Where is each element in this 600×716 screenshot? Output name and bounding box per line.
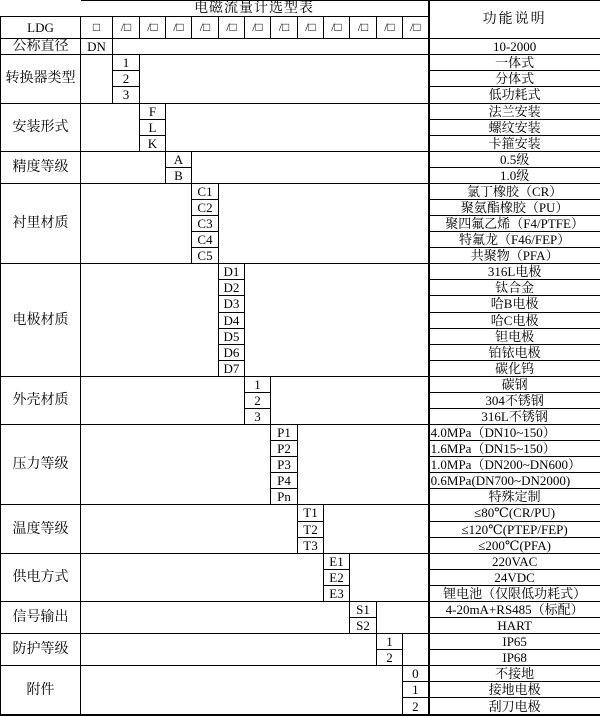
spacer-cell <box>81 634 377 666</box>
description-cell: 钛合金 <box>429 280 600 296</box>
option-code-cell: C3 <box>192 216 219 232</box>
description-cell: 钽电极 <box>429 328 600 344</box>
model-size-slot: □ <box>81 17 113 39</box>
option-code-cell: DN <box>81 39 113 55</box>
table-row <box>1 39 600 55</box>
model-prefix: LDG <box>1 17 81 39</box>
description-cell: 碳钢 <box>429 376 600 392</box>
option-code-cell: 1 <box>113 55 140 71</box>
option-code-cell: E2 <box>324 569 350 585</box>
description-cell: 4-20mA+RS485（标配） <box>429 601 600 617</box>
description-cell: IP68 <box>429 650 600 666</box>
model-option-slot: /□ <box>271 17 298 39</box>
spacer-cell <box>324 505 429 553</box>
description-cell: 聚四氟乙烯（F4/PTFE） <box>429 216 600 232</box>
description-cell: 316L不锈钢 <box>429 408 600 424</box>
function-column-header: 功能说明 <box>429 1 600 39</box>
spacer-cell <box>403 634 429 666</box>
option-code-cell: C4 <box>192 232 219 248</box>
description-cell: 聚氨酯橡胶（PU） <box>429 199 600 215</box>
spacer-cell <box>377 601 429 633</box>
option-code-cell: S2 <box>350 618 377 634</box>
description-cell: 哈C电极 <box>429 312 600 328</box>
option-code-cell: 3 <box>113 87 140 103</box>
description-cell: 低功耗式 <box>429 87 600 103</box>
description-cell: 1.0MPa（DN200~DN600） <box>429 457 600 473</box>
spacer-cell <box>166 103 429 151</box>
option-code-cell: 2 <box>245 392 271 408</box>
model-option-slot: /□ <box>192 17 219 39</box>
option-code-cell: D2 <box>219 280 245 296</box>
description-cell: 4.0MPa（DN10~150） <box>429 425 600 441</box>
description-cell: 304不锈钢 <box>429 392 600 408</box>
option-code-cell: 1 <box>245 376 271 392</box>
option-code-cell: T2 <box>298 521 324 537</box>
category-label: 衬里材质 <box>1 183 81 263</box>
option-code-cell: B <box>166 167 192 183</box>
option-code-cell: D7 <box>219 360 245 376</box>
spacer-cell <box>350 553 429 601</box>
option-code-cell: D3 <box>219 296 245 312</box>
spacer-cell <box>81 264 219 377</box>
table-row <box>1 55 600 71</box>
option-code-cell: Pn <box>271 489 298 505</box>
option-code-cell: P3 <box>271 457 298 473</box>
option-code-cell: C5 <box>192 248 219 264</box>
option-code-cell: 2 <box>403 698 429 715</box>
description-cell: 10-2000 <box>429 39 600 55</box>
model-option-slot: /□ <box>403 17 429 39</box>
option-code-cell: T3 <box>298 537 324 553</box>
spacer-cell <box>140 55 429 103</box>
description-cell: 特氟龙（F46/FEP） <box>429 232 600 248</box>
table-row <box>1 376 600 392</box>
description-cell: 铂铱电极 <box>429 344 600 360</box>
description-cell: IP65 <box>429 634 600 650</box>
table-row <box>1 634 600 650</box>
spacer-cell <box>81 183 192 263</box>
option-code-cell: D5 <box>219 328 245 344</box>
spacer-cell <box>81 103 140 151</box>
category-label: 公称直径 <box>1 39 81 55</box>
option-code-cell: K <box>140 135 166 151</box>
table-row <box>1 103 600 119</box>
description-cell: 哈B电极 <box>429 296 600 312</box>
table-row <box>1 264 600 280</box>
model-option-slot: /□ <box>166 17 192 39</box>
spacer-cell <box>245 264 429 377</box>
header-row <box>1 1 600 17</box>
option-code-cell: P1 <box>271 425 298 441</box>
category-label: 精度等级 <box>1 151 81 183</box>
category-label: 附件 <box>1 666 81 715</box>
table-row <box>1 425 600 441</box>
option-code-cell: P4 <box>271 473 298 489</box>
category-label: 电极材质 <box>1 264 81 377</box>
spacer-cell <box>192 151 429 183</box>
option-code-cell: E3 <box>324 585 350 601</box>
table-row <box>1 666 600 682</box>
category-label: 安装形式 <box>1 103 81 151</box>
spacer-cell <box>298 425 429 505</box>
category-label: 信号输出 <box>1 601 81 633</box>
option-code-cell: L <box>140 119 166 135</box>
model-option-slot: /□ <box>298 17 324 39</box>
category-label: 转换器类型 <box>1 55 81 103</box>
description-cell: 螺纹安装 <box>429 119 600 135</box>
description-cell: 分体式 <box>429 71 600 87</box>
option-code-cell: A <box>166 151 192 167</box>
option-code-cell: 2 <box>377 650 403 666</box>
option-code-cell: 3 <box>245 408 271 424</box>
selection-table-body <box>1 1 600 716</box>
model-option-slot: /□ <box>113 17 140 39</box>
model-option-slot: /□ <box>377 17 403 39</box>
table-row <box>1 505 600 521</box>
description-cell: ≤200℃(PFA) <box>429 537 600 553</box>
description-cell: 1.6MPa（DN15~150） <box>429 441 600 457</box>
category-label: 防护等级 <box>1 634 81 666</box>
option-code-cell: P2 <box>271 441 298 457</box>
option-code-cell: T1 <box>298 505 324 521</box>
spacer-cell <box>81 553 324 601</box>
description-cell: 0.5级 <box>429 151 600 167</box>
description-cell: 锂电池（仅限低功耗式） <box>429 585 600 601</box>
description-cell: 一体式 <box>429 55 600 71</box>
description-cell: 接地电极 <box>429 682 600 698</box>
option-code-cell: E1 <box>324 553 350 569</box>
table-row <box>1 151 600 167</box>
description-cell: 特殊定制 <box>429 489 600 505</box>
spacer-cell <box>271 376 429 424</box>
description-cell: 法兰安装 <box>429 103 600 119</box>
option-code-cell: D4 <box>219 312 245 328</box>
table-row <box>1 553 600 569</box>
description-cell: 共聚物（PFA） <box>429 248 600 264</box>
category-label: 供电方式 <box>1 553 81 601</box>
option-code-cell: C2 <box>192 199 219 215</box>
description-cell: HART <box>429 618 600 634</box>
description-cell: 316L电极 <box>429 264 600 280</box>
spacer-cell <box>81 425 271 505</box>
spacer-cell <box>81 601 350 633</box>
model-option-slot: /□ <box>140 17 166 39</box>
category-label: 压力等级 <box>1 425 81 505</box>
description-cell: ≤120℃(PTEP/FEP) <box>429 521 600 537</box>
description-cell: 不接地 <box>429 666 600 682</box>
model-option-slot: /□ <box>245 17 271 39</box>
description-cell: 0.6MPa(DN700~DN2000) <box>429 473 600 489</box>
description-cell: 碳化钨 <box>429 360 600 376</box>
category-label: 外壳材质 <box>1 376 81 424</box>
description-cell: 氯丁橡胶（CR） <box>429 183 600 199</box>
option-code-cell: S1 <box>350 601 377 617</box>
description-cell: 卡箍安装 <box>429 135 600 151</box>
option-code-cell: D1 <box>219 264 245 280</box>
spacer-cell <box>81 151 166 183</box>
category-label: 温度等级 <box>1 505 81 553</box>
model-option-slot: /□ <box>219 17 245 39</box>
option-code-cell: 2 <box>113 71 140 87</box>
spacer-cell <box>113 39 429 55</box>
option-code-cell: F <box>140 103 166 119</box>
corner-spacer <box>1 1 81 17</box>
page-title: 电磁流量计选型表 <box>81 1 429 17</box>
spacer-cell <box>81 505 298 553</box>
table-row <box>1 601 600 617</box>
spacer-cell <box>81 666 403 715</box>
description-cell: ≤80℃(CR/PU) <box>429 505 600 521</box>
spacer-cell <box>219 183 429 263</box>
description-cell: 刮刀电极 <box>429 698 600 715</box>
spacer-cell <box>81 55 113 103</box>
description-cell: 1.0级 <box>429 167 600 183</box>
option-code-cell: 1 <box>377 634 403 650</box>
spacer-cell <box>81 376 245 424</box>
option-code-cell: C1 <box>192 183 219 199</box>
option-code-cell: 0 <box>403 666 429 682</box>
table-row <box>1 183 600 199</box>
option-code-cell: 1 <box>403 682 429 698</box>
description-cell: 24VDC <box>429 569 600 585</box>
model-option-slot: /□ <box>324 17 350 39</box>
description-cell: 220VAC <box>429 553 600 569</box>
model-option-slot: /□ <box>350 17 377 39</box>
option-code-cell: D6 <box>219 344 245 360</box>
